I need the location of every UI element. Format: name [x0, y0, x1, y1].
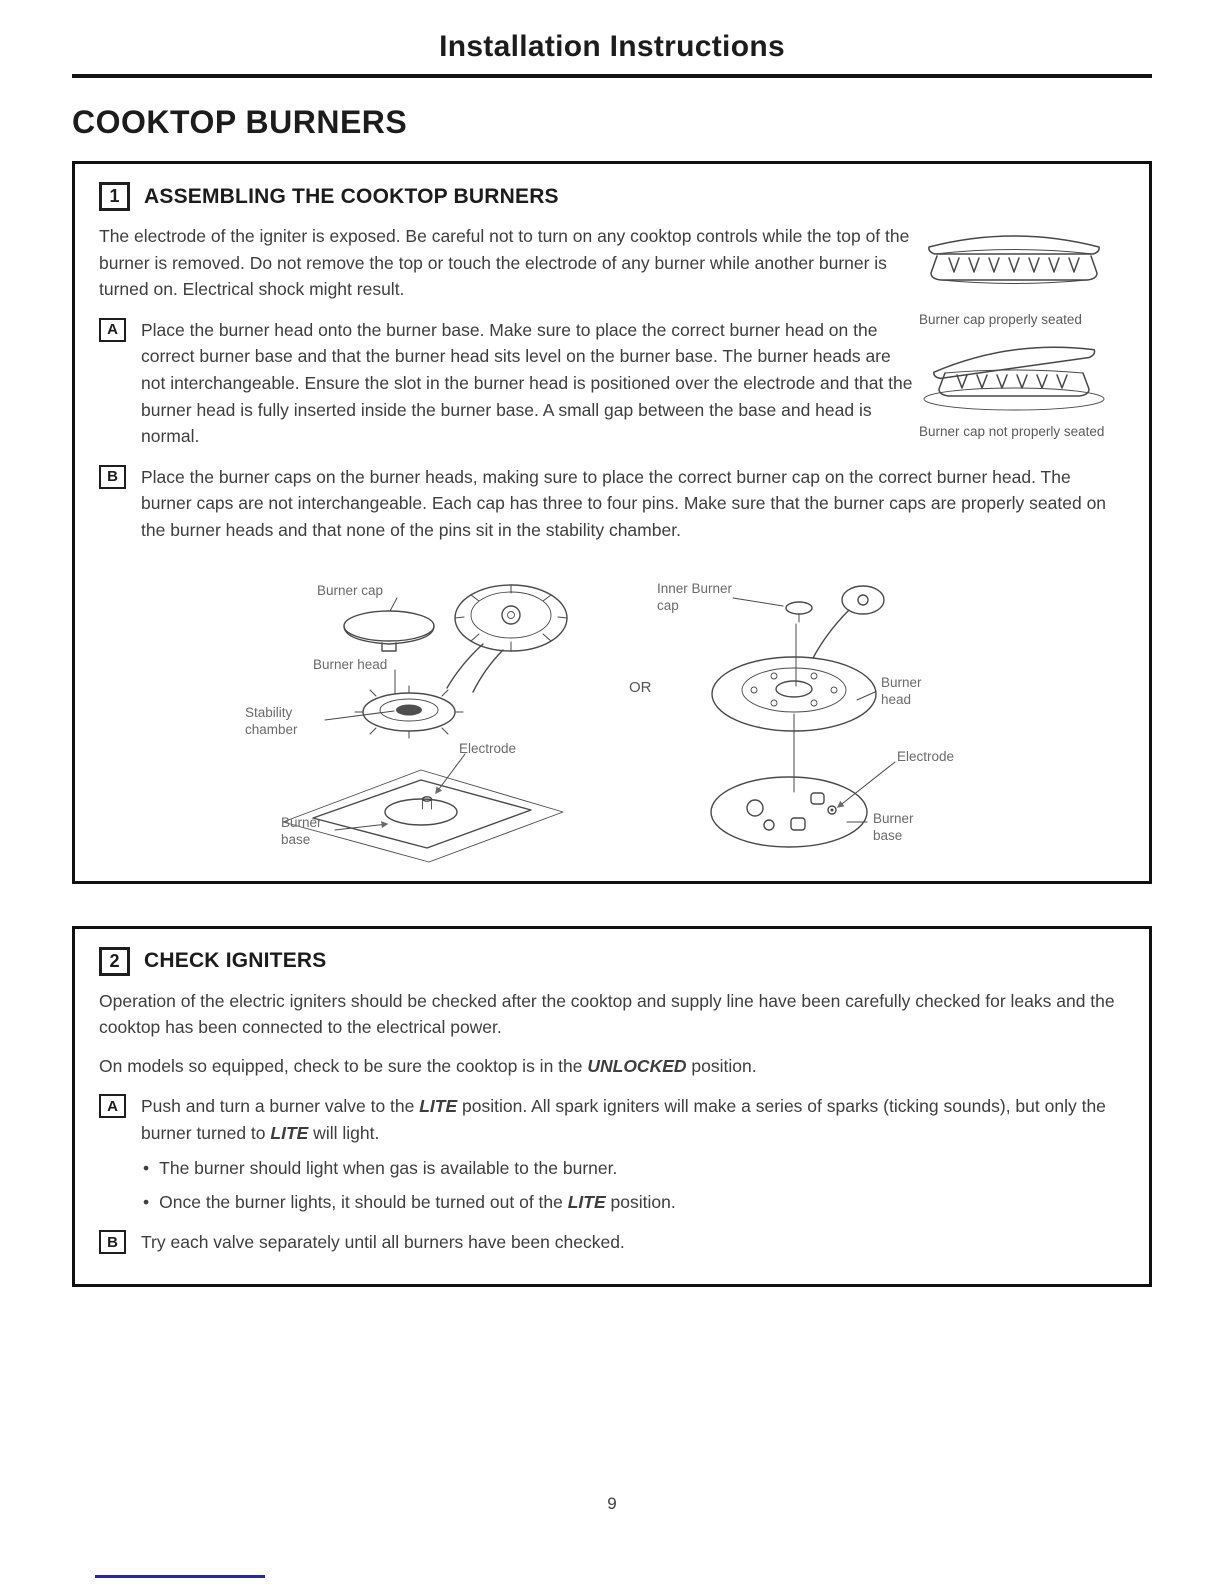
label-burner-head-left: Burner head [313, 656, 388, 672]
label-burner-cap-left: Burner cap [317, 582, 384, 598]
label-electrode-left: Electrode [459, 740, 517, 756]
label-or: OR [629, 678, 652, 696]
step-b-check-igniters [99, 1229, 1125, 1256]
lite-keyword-2: LITE [270, 1122, 309, 1143]
bullet-burner-should-light [143, 1155, 1125, 1181]
label-electrode-right: Electrode [897, 748, 955, 764]
label-burner-base-left: Burner base [281, 814, 322, 848]
section2-number-box: 2 [99, 947, 130, 976]
lite-text-3: will light. [308, 1122, 380, 1143]
label-burner-base-right: Burner base [873, 810, 914, 844]
bullet-turn-out-of-lite [143, 1189, 1125, 1215]
page-title: COOKTOP BURNERS [72, 104, 408, 140]
lite-keyword-1: LITE [419, 1096, 458, 1117]
footer-mark-line [95, 1575, 265, 1578]
step-a-marker: A [99, 318, 126, 342]
step-a-assemble [99, 317, 1125, 450]
label-burner-head-right: Burner head [881, 674, 922, 708]
bullet2-text-pre: Once the burner lights, it should be turned out of the [159, 1191, 568, 1212]
igniter-check-intro: Operation of the electric igniters should be checked after the cooktop and supply line have been carefully checked for leaks and the cooktop has been connected to the electrical power. [99, 990, 1115, 1038]
section1-number-box: 1 [99, 182, 130, 211]
step-b-check-text: Try each valve separately until all burners have been checked. [141, 1232, 625, 1252]
header-rule [72, 74, 1152, 78]
step-a-check-igniters [99, 1093, 1125, 1146]
burner-exploded-diagrams [99, 562, 1125, 867]
unlocked-position-note [99, 1053, 1125, 1080]
step-a-check-marker: A [99, 1094, 126, 1118]
step-b-assemble [99, 464, 1125, 544]
section2-title: CHECK IGNITERS [144, 949, 327, 973]
label-inner-burner-cap: Inner Burner cap [657, 580, 733, 614]
section-assembling-burners [72, 161, 1152, 884]
step-b-marker: B [99, 465, 126, 489]
bullet2-text-post: position. [605, 1191, 676, 1212]
section1-title: ASSEMBLING THE COOKTOP BURNERS [144, 184, 559, 208]
figure2-caption: Burner cap not properly seated [919, 424, 1105, 439]
step-a-check-text [141, 1093, 1125, 1146]
label-stability-chamber: Stability chamber [245, 704, 298, 738]
unlocked-note-post: position. [686, 1055, 757, 1076]
figure1-caption: Burner cap properly seated [919, 312, 1082, 327]
page-header-title: Installation Instructions [439, 30, 785, 63]
bullet2-lite-keyword: LITE [567, 1191, 606, 1212]
lite-text-2: position. All spark igniters will make a series of sparks (ticking sounds), but only the burner turned to [141, 1096, 1106, 1143]
page-number: 9 [607, 1494, 617, 1513]
cap-properly-seated-drawing [919, 223, 1109, 303]
step-a-assemble-text: Place the burner head onto the burner base. Make sure to place the correct burner head on the correct burner base and that the burner head sits level on the burner base. The burner heads are not interchangeable. Ensure the slot in the burner head is positioned over the electrode and that the burner head is fully inserted inside the burner base. A small gap between the base and head is normal. [141, 319, 913, 447]
step-b-check-marker: B [99, 1230, 126, 1254]
electrode-warning-text: The electrode of the igniter is exposed. Be careful not to turn on any cooktop controls while the top of the burner is removed. Do not remove the top or touch the electrode of any burner while another burner is turned on. Electrical shock might result. [99, 226, 910, 300]
lite-text-1: Push and turn a burner valve to the [141, 1096, 420, 1117]
section-check-igniters [72, 926, 1152, 1287]
figure-cap-properly-seated [919, 223, 1125, 327]
bullet1-text: The burner should light when gas is available to the burner. [159, 1157, 618, 1178]
unlocked-keyword: UNLOCKED [587, 1055, 687, 1076]
section2-heading [99, 947, 1125, 976]
section1-heading [99, 182, 1125, 211]
unlocked-note-pre: On models so equipped, check to be sure the cooktop is in the [99, 1055, 588, 1076]
step-b-assemble-text: Place the burner caps on the burner heads, making sure to place the correct burner cap on the correct burner head. The burner caps are not interchangeable. Each cap has three to four pins. Make sure that the burner caps are properly seated on the burner heads and that none of the pins sit in the stability chamber. [141, 466, 1107, 540]
